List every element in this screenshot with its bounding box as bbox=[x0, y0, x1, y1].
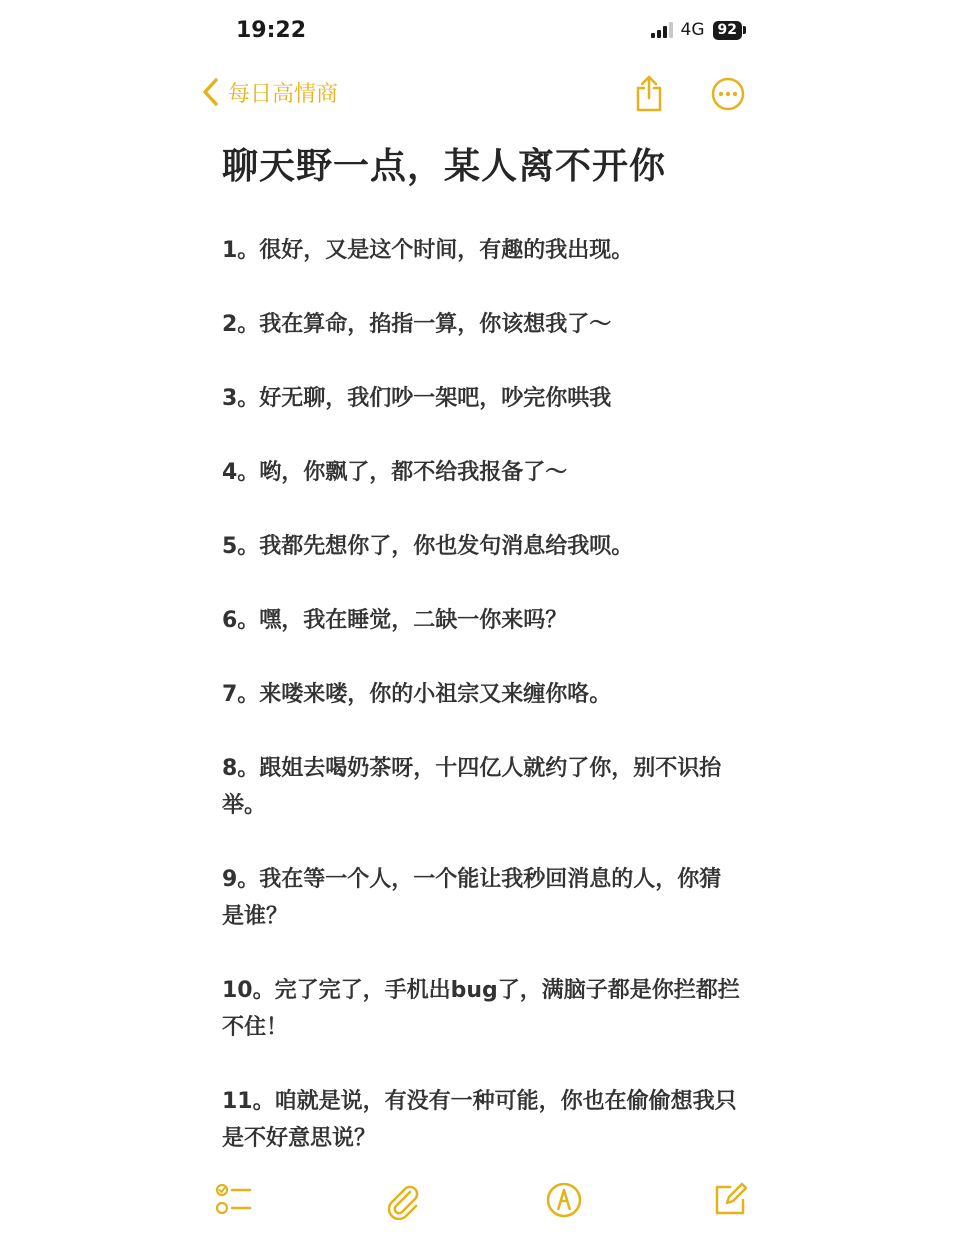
list-item: 1。很好，又是这个时间，有趣的我出现。 bbox=[222, 238, 634, 263]
checklist-button[interactable] bbox=[214, 1180, 254, 1224]
list-item: 8。跟姐去喝奶茶呀，十四亿人就约了你，别不识抬举。 bbox=[222, 756, 722, 818]
share-icon bbox=[632, 74, 666, 114]
network-type: 4G bbox=[680, 20, 705, 40]
status-time: 19:22 bbox=[236, 18, 307, 43]
status-bar bbox=[0, 14, 960, 54]
list-item: 4。哟，你飘了，都不给我报备了～ bbox=[222, 460, 568, 485]
markup-button[interactable] bbox=[544, 1180, 584, 1224]
compose-button[interactable] bbox=[710, 1180, 750, 1224]
list-item: 9。我在等一个人，一个能让我秒回消息的人，你猜是谁？ bbox=[222, 867, 722, 929]
pen-markup-icon bbox=[544, 1180, 584, 1220]
list-item: 5。我都先想你了，你也发句消息给我呗。 bbox=[222, 534, 634, 559]
checklist-icon bbox=[214, 1180, 254, 1220]
share-button[interactable] bbox=[632, 74, 666, 118]
compose-icon bbox=[710, 1180, 750, 1220]
more-button[interactable] bbox=[710, 76, 746, 116]
back-button[interactable] bbox=[200, 76, 338, 108]
list-item: 2。我在算命，掐指一算，你该想我了～ bbox=[222, 312, 612, 337]
more-ellipsis-icon bbox=[710, 76, 746, 112]
nav-bar bbox=[0, 70, 960, 120]
list-item: 11。咱就是说，有没有一种可能，你也在偷偷想我只是不好意思说？ bbox=[222, 1089, 737, 1151]
list-item: 10。完了完了，手机出bug了，满脑子都是你拦都拦不住！ bbox=[222, 978, 740, 1040]
back-label: 每日高情商 bbox=[228, 81, 339, 107]
chevron-left-icon bbox=[200, 76, 222, 108]
paperclip-icon bbox=[382, 1180, 422, 1220]
list-item: 6。嘿，我在睡觉，二缺一你来吗？ bbox=[222, 608, 568, 633]
battery-level: 92 bbox=[713, 21, 742, 40]
cellular-signal-icon bbox=[651, 22, 673, 38]
list-item: 7。来喽来喽，你的小祖宗又来缠你咯。 bbox=[222, 682, 612, 707]
battery-icon bbox=[713, 21, 746, 40]
list-item: 3。好无聊，我们吵一架吧，吵完你哄我 bbox=[222, 386, 612, 411]
bottom-toolbar bbox=[0, 1176, 960, 1226]
status-indicators bbox=[651, 20, 746, 40]
note-title[interactable]: 聊天野一点，某人离不开你 bbox=[222, 146, 667, 187]
note-body[interactable] bbox=[222, 232, 742, 1157]
attachment-button[interactable] bbox=[382, 1180, 422, 1224]
